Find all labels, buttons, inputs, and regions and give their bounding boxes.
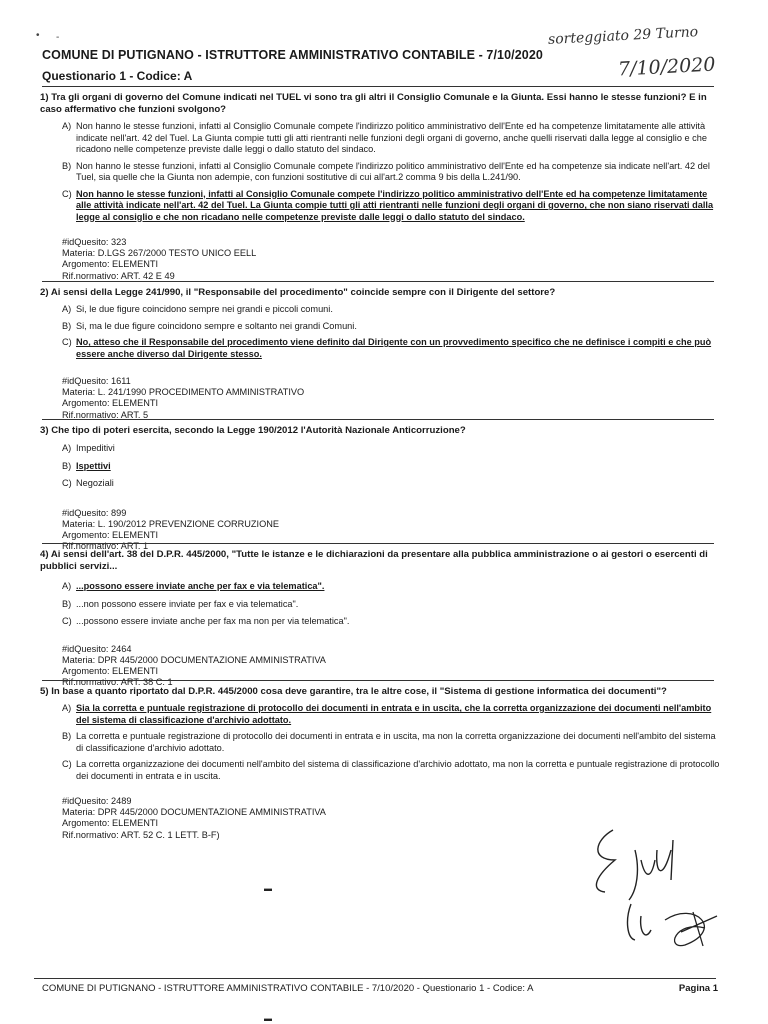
- question-id: #idQuesito: 323: [62, 237, 127, 247]
- question-id: #idQuesito: 899: [62, 507, 127, 518]
- question-argomento: Argomento: ELEMENTI: [62, 259, 158, 270]
- divider: [42, 86, 714, 87]
- divider: [42, 281, 714, 282]
- option-text: ...possono essere inviate anche per fax e via telematica".: [76, 581, 325, 591]
- option-text: No, atteso che il Responsabile del procedimento viene definito dal Dirigente con un provvedimento specifico che ne definisce i compiti e che può essere anche diverso dal Dirigente stesso.: [76, 337, 712, 359]
- question-argomento: Argomento: ELEMENTI: [62, 818, 158, 829]
- question-number: 5): [40, 686, 49, 697]
- question-metadata: [62, 376, 720, 421]
- question-materia: Materia: L. 190/2012 PREVENZIONE CORRUZIONE: [62, 518, 279, 529]
- option-letter: B): [62, 598, 72, 609]
- divider: [42, 543, 714, 544]
- header-subtitle: Questionario 1 - Codice: A: [42, 69, 193, 83]
- option-letter: B): [62, 731, 72, 741]
- option-letter: A): [62, 581, 72, 591]
- scan-mark: ▬: [264, 884, 272, 893]
- question-number: 3): [40, 425, 49, 436]
- option-text: La corretta organizzazione dei documenti nell'ambito del sistema di classificazione d'archivio adottato, ma non la corretta e puntuale registrazione di protocollo dei documenti in entrata e in uscita.: [76, 759, 720, 781]
- page-number: Pagina 1: [678, 983, 718, 994]
- option-text: Si, ma le due figure coincidono sempre e soltanto nei grandi Comuni.: [76, 320, 357, 331]
- option-text: La corretta e puntuale registrazione di protocollo dei documenti in entrata e in uscita, ma non la corretta organizzazione dei documenti nell'ambito del sistema di classificazione d'archivio adottato.: [76, 731, 716, 753]
- option-letter: B): [62, 320, 72, 331]
- question-id: #idQuesito: 1611: [62, 376, 131, 386]
- question-number: 2): [40, 287, 49, 298]
- option-letter: C): [62, 478, 72, 488]
- question-rif: Rif.normativo: ART. 38 C. 1: [62, 677, 173, 688]
- scan-mark: ▬: [264, 1014, 272, 1023]
- question-text: [40, 287, 720, 299]
- question-5: [40, 686, 720, 841]
- option-a: [62, 443, 720, 455]
- question-body: In base a quanto riportato dal D.P.R. 445/2000 cosa deve garantire, tra le altre cose, il "Sistema di gestione informatica dei documenti"?: [51, 686, 667, 697]
- question-argomento: Argomento: ELEMENTI: [62, 529, 158, 540]
- option-text: Ispettivi: [76, 460, 111, 471]
- question-metadata: [62, 237, 720, 282]
- question-text: [40, 686, 720, 698]
- question-text: [40, 92, 720, 116]
- option-text: Non hanno le stesse funzioni, infatti al Consiglio Comunale compete l'indirizzo politico amministrativo dell'Ente ed ha competenze limitatamente alle attività indicate nell'art. 42 del Tuel. La Giunta compie tutti gli atti rientranti nelle funzioni degli organi di governo, che non siano riservati dalla legge al consiglio e che non ricadano nelle competenze previste dalle leggi o dallo statuto del sindaco.: [76, 188, 714, 222]
- option-a: [62, 121, 720, 156]
- question-id: #idQuesito: 2464: [62, 643, 132, 654]
- option-text: ...possono essere inviate anche per fax ma non per via telematica".: [76, 616, 350, 626]
- question-argomento: Argomento: ELEMENTI: [62, 398, 158, 409]
- question-body: Ai sensi della Legge 241/990, il "Responsabile del procedimento" coincide sempre con il Dirigente del settore?: [50, 287, 556, 298]
- divider: [42, 419, 714, 420]
- question-rif: Rif.normativo: ART. 42 E 49: [62, 270, 175, 281]
- option-b: [62, 161, 720, 184]
- question-text: [40, 549, 720, 573]
- option-letter: C): [62, 759, 72, 769]
- footer-divider: [34, 978, 716, 979]
- option-text: Negoziali: [76, 478, 114, 488]
- option-c: [62, 478, 720, 490]
- question-id: #idQuesito: 2489: [62, 796, 132, 806]
- question-3: [40, 425, 720, 552]
- option-letter: C): [62, 188, 72, 199]
- question-text: [40, 425, 720, 437]
- handwritten-date: 7/10/2020: [617, 53, 716, 81]
- question-rif: Rif.normativo: ART. 1: [62, 541, 149, 552]
- option-letter: A): [62, 121, 72, 131]
- question-rif: Rif.normativo: ART. 5: [62, 409, 149, 420]
- question-body: Ai sensi dell'art. 38 del D.P.R. 445/2000, "Tutte le istanze e le dichiarazioni da presentare alla pubblica amministrazione o ai gestori o esercenti di pubblici servizi...: [40, 549, 708, 572]
- option-a: [62, 304, 720, 316]
- question-body: Che tipo di poteri esercita, secondo la Legge 190/2012 l'Autorità Nazionale Anticorruzione?: [51, 425, 466, 436]
- question-materia: Materia: DPR 445/2000 DOCUMENTAZIONE AMMINISTRATIVA: [62, 654, 326, 665]
- option-b: [62, 599, 720, 611]
- question-2: [40, 287, 720, 421]
- option-b-correct: [62, 461, 720, 473]
- page-footer: [42, 983, 718, 994]
- question-argomento: Argomento: ELEMENTI: [62, 665, 158, 676]
- divider: [42, 680, 714, 681]
- question-materia: Materia: DPR 445/2000 DOCUMENTAZIONE AMMINISTRATIVA: [62, 807, 326, 818]
- option-text: Non hanno le stesse funzioni, infatti al Consiglio Comunale compete l'indirizzo politico amministrativo dell'Ente ed ha competenze limitatamente alle attività indicate nell'art. 42 del Tuel. La Giunta compie tutti gli atti rientranti nelle funzioni degli organi di governo, anche quelli riservati dalla legge al consiglio e che ricadono nelle competenze previste dalle leggi o dallo statuto del sindaco.: [76, 121, 707, 154]
- question-body: Tra gli organi di governo del Comune indicati nel TUEL vi sono tra gli altri il Consiglio Comunale e la Giunta. Essi hanno le stesse funzioni? E in caso affermativo che funzioni svolgono?: [40, 92, 707, 115]
- option-text: Si, le due figure coincidono sempre nei grandi e piccoli comuni.: [76, 304, 333, 314]
- option-c: [62, 759, 720, 782]
- question-materia: Materia: L. 241/1990 PROCEDIMENTO AMMINISTRATIVO: [62, 387, 305, 398]
- option-text: Sia la corretta e puntuale registrazione di protocollo dei documenti in entrata e in uscita, che la corretta organizzazione dei documenti nell'ambito del sistema di classificazione d'archivio adottato.: [76, 703, 712, 725]
- option-b: [62, 321, 720, 333]
- question-4: [40, 549, 720, 688]
- option-letter: B): [62, 160, 72, 171]
- option-letter: A): [62, 443, 72, 453]
- question-1: [40, 92, 720, 282]
- option-letter: A): [62, 703, 72, 713]
- option-letter: C): [62, 616, 72, 626]
- option-letter: B): [62, 460, 72, 471]
- option-c: [62, 616, 720, 628]
- option-text: Non hanno le stesse funzioni, infatti al Consiglio Comunale compete l'indirizzo politico amministrativo dell'Ente ed ha competenze sia indicate nell'art. 42 del Tuel, sia quelle che la Giunta non adempie, con funzioni sostitutive di cui all'art.2 comma 9 bis della L.241/90.: [76, 160, 710, 182]
- question-materia: Materia: D.LGS 267/2000 TESTO UNICO EELL: [62, 248, 257, 259]
- question-metadata: [62, 644, 720, 689]
- option-letter: C): [62, 337, 72, 347]
- option-c-correct: [62, 189, 720, 224]
- option-text: ...non possono essere inviate per fax e via telematica".: [76, 598, 299, 609]
- question-number: 1): [40, 92, 49, 103]
- option-c-correct: [62, 337, 720, 360]
- header-title: COMUNE DI PUTIGNANO - ISTRUTTORE AMMINISTRATIVO CONTABILE - 7/10/2020: [42, 48, 543, 62]
- footer-text: COMUNE DI PUTIGNANO - ISTRUTTORE AMMINISTRATIVO CONTABILE - 7/10/2020 - Questionario 1 - Codice: A: [42, 983, 534, 994]
- option-letter: A): [62, 304, 72, 314]
- option-a-correct: [62, 581, 720, 593]
- option-b: [62, 731, 720, 754]
- scan-mark: •: [36, 30, 40, 41]
- question-rif: Rif.normativo: ART. 52 C. 1 LETT. B-F): [62, 829, 220, 840]
- option-text: Impeditivi: [76, 443, 115, 453]
- question-number: 4): [40, 549, 49, 560]
- handwritten-note: sorteggiato 29 Turno: [547, 24, 699, 48]
- option-a-correct: [62, 703, 720, 726]
- handwritten-signature: [585, 820, 735, 960]
- scan-mark: ‑: [56, 32, 60, 43]
- question-metadata: [62, 508, 720, 553]
